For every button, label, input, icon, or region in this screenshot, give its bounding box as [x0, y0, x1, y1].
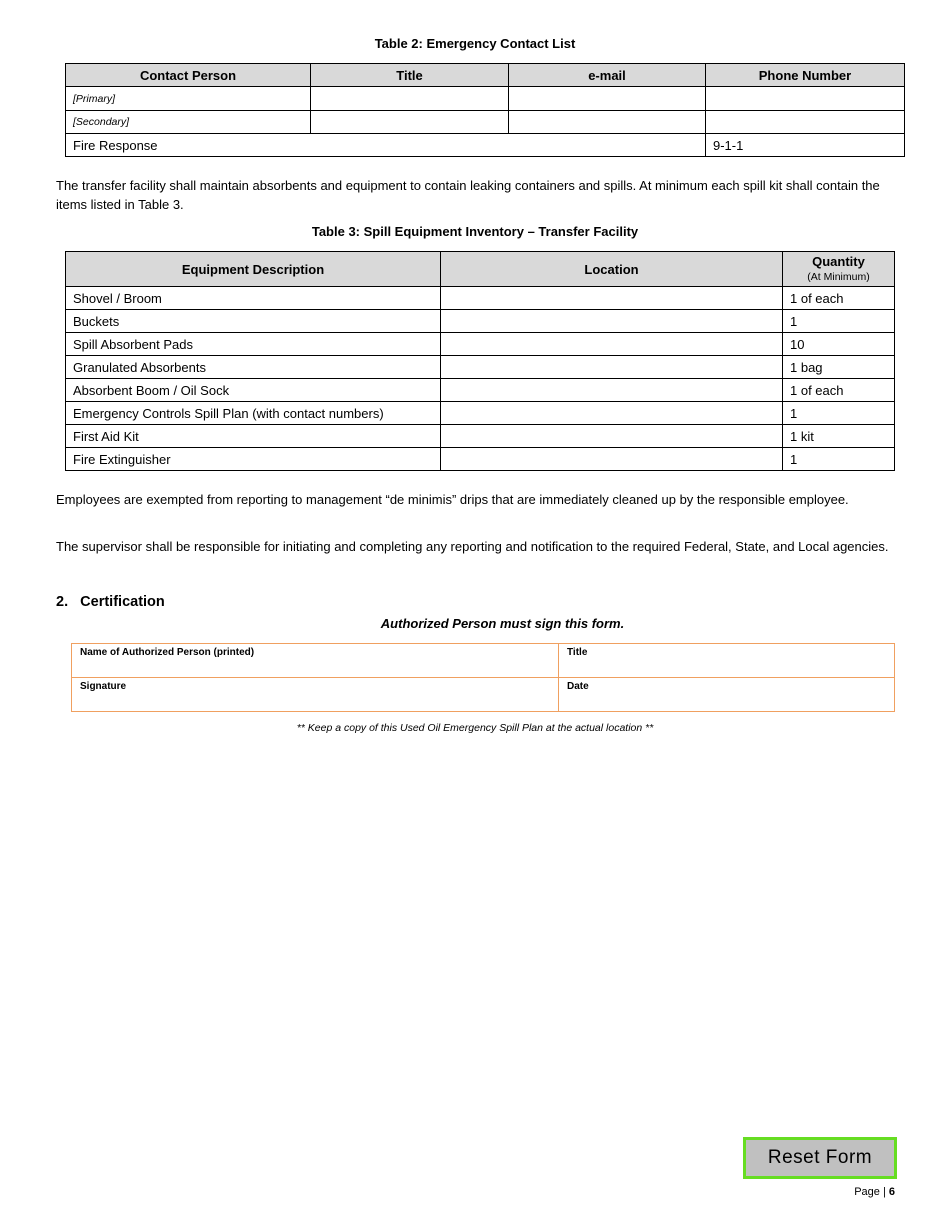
- fire-phone: 9-1-1: [706, 134, 905, 157]
- table-row: [66, 134, 905, 157]
- reset-form-button[interactable]: Reset Form: [743, 1137, 897, 1179]
- primary-label: [Primary]: [66, 87, 311, 111]
- table-row: [66, 448, 895, 471]
- header-equipment: Equipment Description: [66, 252, 441, 287]
- quantity: 1: [783, 402, 895, 425]
- quantity: 1 bag: [783, 356, 895, 379]
- location-field[interactable]: [441, 448, 783, 471]
- table-row: [66, 310, 895, 333]
- quantity: 1 kit: [783, 425, 895, 448]
- page-number-value: 6: [888, 1186, 895, 1198]
- quantity: 1: [783, 448, 895, 471]
- equipment-description: Buckets: [66, 310, 441, 333]
- header-email: e-mail: [509, 64, 706, 87]
- equipment-description: Absorbent Boom / Oil Sock: [66, 379, 441, 402]
- fire-response-label: Fire Response: [66, 134, 706, 157]
- title-label: Title: [567, 647, 588, 658]
- quantity-sublabel: (At Minimum): [807, 270, 870, 283]
- equipment-description: First Aid Kit: [66, 425, 441, 448]
- paragraph: The supervisor shall be responsible for initiating and completing any reporting and notification to the required Federal, State, and Local agencies.: [56, 539, 889, 554]
- location-field[interactable]: [441, 425, 783, 448]
- emergency-contact-table: [65, 63, 905, 157]
- table-row: [66, 402, 895, 425]
- header-phone: Phone Number: [706, 64, 905, 87]
- table2-caption: Table 2: Emergency Contact List: [374, 36, 576, 51]
- location-field[interactable]: [441, 379, 783, 402]
- location-field[interactable]: [441, 287, 783, 310]
- keep-copy-note: ** Keep a copy of this Used Oil Emergency Spill Plan at the actual location **: [296, 722, 654, 734]
- primary-email-field[interactable]: [509, 87, 706, 111]
- name-label: Name of Authorized Person (printed): [80, 647, 255, 658]
- table-row: [66, 287, 895, 310]
- quantity: 1 of each: [783, 287, 895, 310]
- table-row: [66, 356, 895, 379]
- paragraph: The transfer facility shall maintain absorbents and equipment to contain leaking containers and spills. At minimum each spill kit shall contain the items listed in Table 3.: [56, 178, 880, 212]
- table-row: [66, 87, 905, 111]
- quantity: 1 of each: [783, 379, 895, 402]
- section-heading: 2. Certification: [56, 594, 165, 610]
- page-number: [854, 1186, 895, 1198]
- header-title: Title: [311, 64, 509, 87]
- signature-field[interactable]: [72, 678, 559, 712]
- header-quantity: [783, 252, 895, 287]
- location-field[interactable]: [441, 333, 783, 356]
- paragraph: Employees are exempted from reporting to management “de minimis” drips that are immediately cleaned up by the responsible employee.: [56, 492, 849, 507]
- date-field[interactable]: [559, 678, 895, 712]
- table-row: [66, 425, 895, 448]
- equipment-description: Granulated Absorbents: [66, 356, 441, 379]
- table-row: [66, 333, 895, 356]
- table-row: [66, 111, 905, 134]
- certification-table: [71, 643, 895, 712]
- name-field[interactable]: [72, 644, 559, 678]
- quantity: 10: [783, 333, 895, 356]
- location-field[interactable]: [441, 310, 783, 333]
- secondary-title-field[interactable]: [311, 111, 509, 134]
- date-label: Date: [567, 681, 589, 692]
- header-location: Location: [441, 252, 783, 287]
- equipment-description: Emergency Controls Spill Plan (with contact numbers): [66, 402, 441, 425]
- location-field[interactable]: [441, 402, 783, 425]
- title-field[interactable]: [559, 644, 895, 678]
- quantity-label: Quantity: [812, 253, 865, 269]
- header-contact-person: Contact Person: [66, 64, 311, 87]
- table3-caption: Table 3: Spill Equipment Inventory – Transfer Facility: [311, 224, 639, 239]
- equipment-description: Shovel / Broom: [66, 287, 441, 310]
- quantity: 1: [783, 310, 895, 333]
- location-field[interactable]: [441, 356, 783, 379]
- primary-title-field[interactable]: [311, 87, 509, 111]
- spill-equipment-table: [65, 251, 895, 471]
- secondary-label: [Secondary]: [66, 111, 311, 134]
- primary-phone-field[interactable]: [706, 87, 905, 111]
- page-label: Page |: [854, 1186, 889, 1198]
- sign-instruction: Authorized Person must sign this form.: [380, 616, 625, 631]
- signature-label: Signature: [80, 681, 127, 692]
- equipment-description: Fire Extinguisher: [66, 448, 441, 471]
- table-row: [66, 379, 895, 402]
- secondary-phone-field[interactable]: [706, 111, 905, 134]
- equipment-description: Spill Absorbent Pads: [66, 333, 441, 356]
- secondary-email-field[interactable]: [509, 111, 706, 134]
